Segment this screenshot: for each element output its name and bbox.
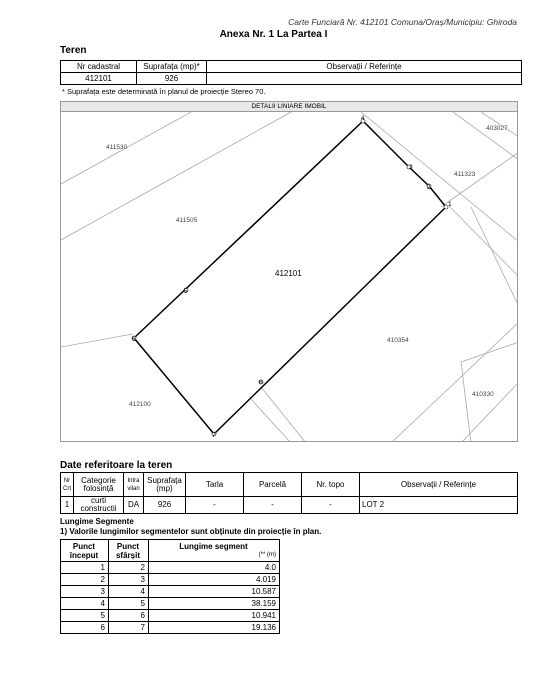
parcel-label: 411530 [106, 144, 128, 151]
teren-table [60, 60, 522, 85]
teren-col-header: Nr cadastral [61, 61, 137, 73]
table-row: 1 2 4.0 [61, 562, 280, 574]
date-cell: - [186, 497, 244, 514]
table-row: 3 4 10.587 [61, 586, 280, 598]
vertex-label: 1 [448, 201, 452, 208]
date-col-header: Suprafața (mp) [144, 473, 186, 497]
teren-section-title: Teren [60, 45, 87, 56]
table-row: 2 3 4.019 [61, 574, 280, 586]
date-col-header: Tarla [186, 473, 244, 497]
segmente-subtitle: 1) Valorile lungimilor segmentelor sunt obținute din proiecție în plan. [60, 527, 322, 536]
annex-title: Anexa Nr. 1 La Partea I [219, 29, 328, 40]
parcel-label: 410330 [472, 391, 494, 398]
date-col-header: Nr. topo [302, 473, 360, 497]
vertex-label: 5 [184, 288, 188, 295]
seg-col-header: Punct început [61, 540, 109, 562]
date-col-header: Nr Crt [61, 473, 74, 497]
date-col-header: Parcelă [244, 473, 302, 497]
date-cell: LOT 2 [360, 497, 518, 514]
vertex-label: 3 [409, 164, 413, 171]
date-cell: DA [124, 497, 144, 514]
map-caption: DETALII LINIARE IMOBIL [60, 101, 518, 111]
date-cell: 1 [61, 497, 74, 514]
teren-cell-area: 926 [137, 73, 207, 85]
vertex-label: 4 [361, 115, 365, 122]
parcel-label: 411505 [176, 217, 198, 224]
segmente-table [60, 539, 280, 634]
segmente-title: Lungime Segmente [60, 517, 134, 526]
vertex-label: 6 [132, 336, 136, 343]
vertex-label: 7 [212, 432, 216, 439]
parcel-map [60, 111, 518, 442]
seg-col-header: Lungime segment (** (m) [149, 540, 280, 562]
seg-col-header: Punct sfârșit [109, 540, 149, 562]
table-row: 5 6 10.941 [61, 610, 280, 622]
vertex-label: 2 [427, 184, 431, 191]
date-col-header: Observații / Referințe [360, 473, 518, 497]
parcel-label: 403027 [486, 125, 508, 132]
date-cell: - [244, 497, 302, 514]
parcel-label: 412100 [129, 401, 151, 408]
date-col-header: Categorie folosință [74, 473, 124, 497]
vertex-label: 6 [259, 379, 263, 386]
date-teren-section-title: Date referitoare la teren [60, 460, 173, 471]
area-footnote: * Suprafața este determinată în planul de proiecție Stereo 70. [62, 87, 266, 96]
date-teren-table [60, 472, 518, 514]
parcel-label: 410354 [387, 337, 409, 344]
teren-cell-cadastral: 412101 [61, 73, 137, 85]
date-cell: - [302, 497, 360, 514]
parcel-label: 411323 [454, 171, 476, 178]
teren-cell-observations [207, 73, 522, 85]
table-row: 6 7 19.136 [61, 622, 280, 634]
date-cell: curti constructii [74, 497, 124, 514]
document-reference: Carte Funciară Nr. 412101 Comuna/Oraș/Municipiu: Ghiroda [288, 17, 517, 27]
teren-col-header: Observații / Referințe [207, 61, 522, 73]
teren-col-header: Suprafața (mp)* [137, 61, 207, 73]
date-col-header: Intra vilan [124, 473, 144, 497]
seg-unit-note: (** (m) [258, 551, 276, 558]
table-row: 4 5 38.159 [61, 598, 280, 610]
parcel-label-main: 412101 [275, 269, 302, 278]
date-cell: 926 [144, 497, 186, 514]
